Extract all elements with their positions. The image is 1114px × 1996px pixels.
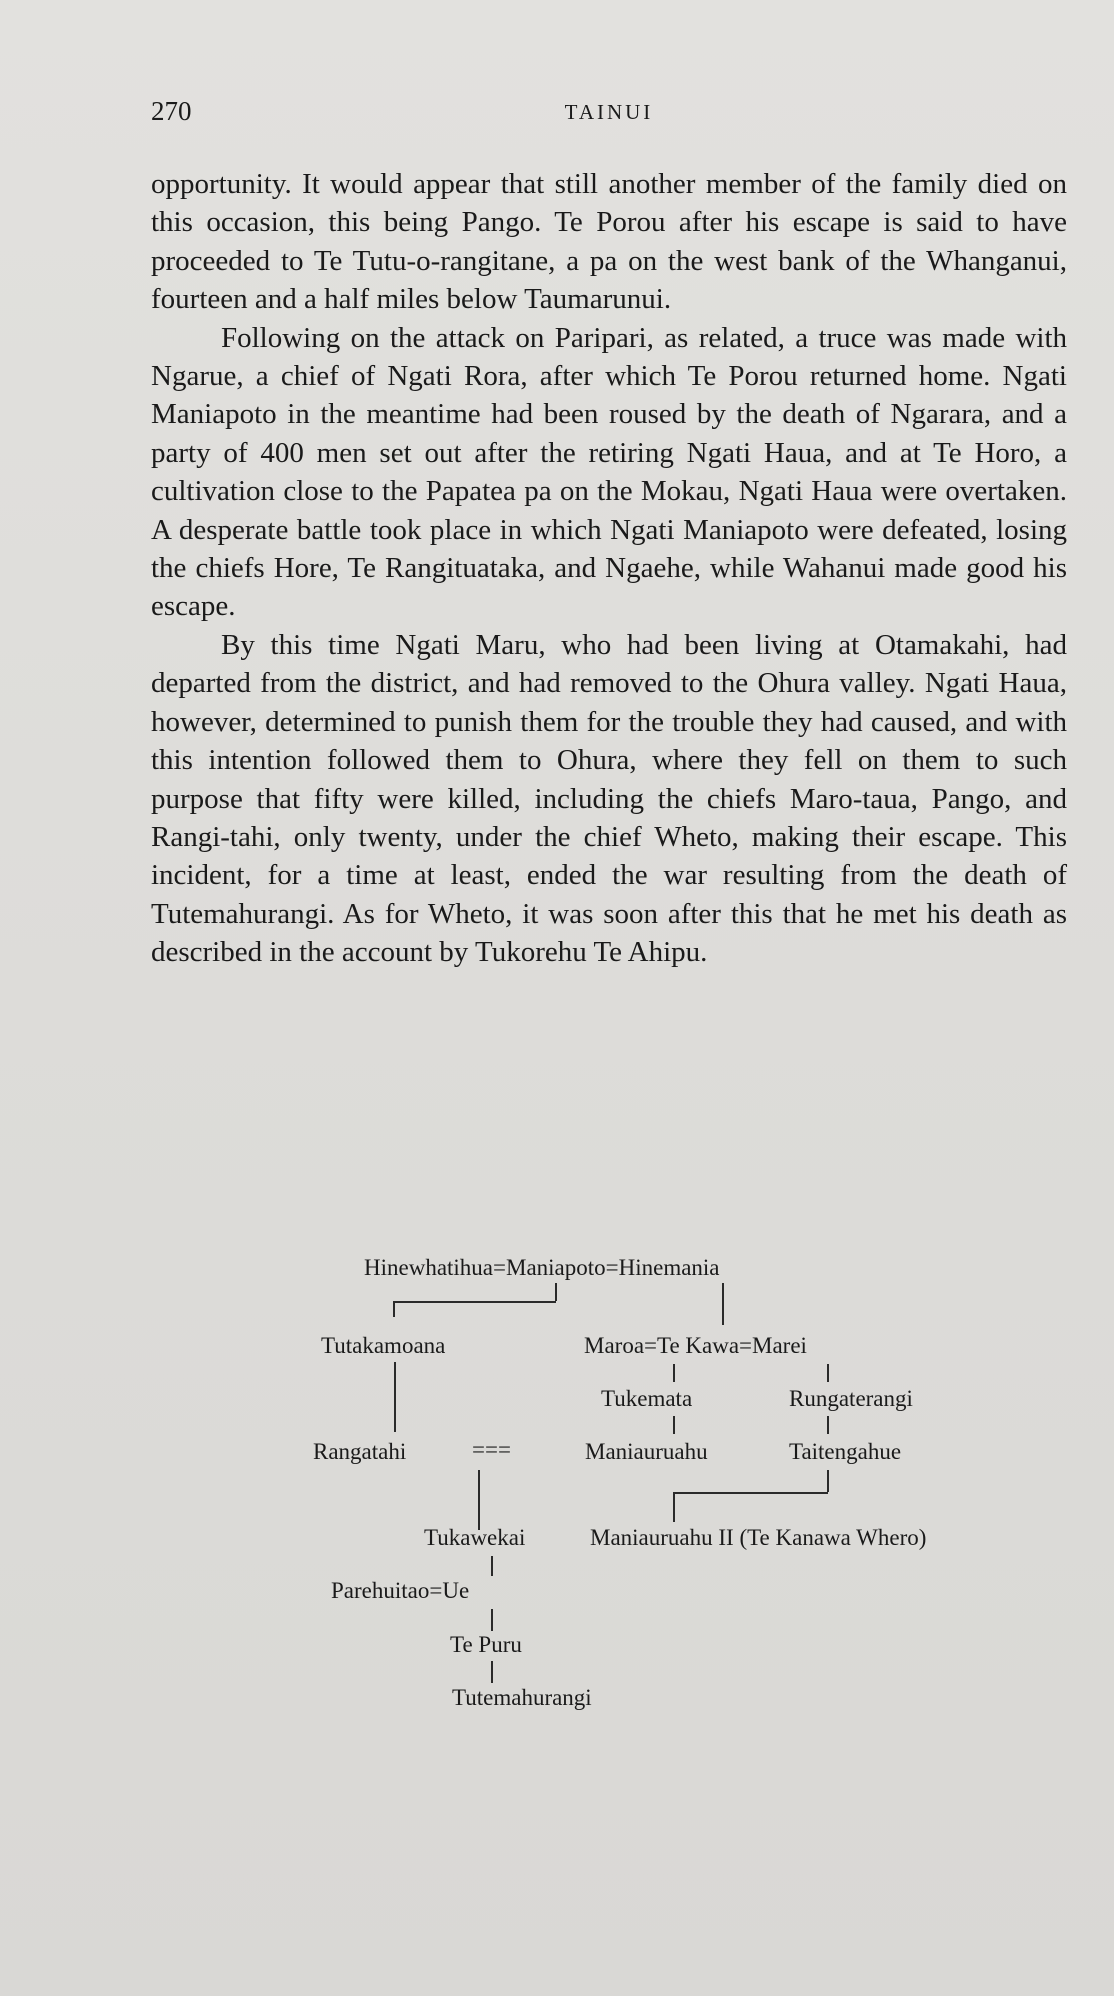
line-to-taitengahue [827,1416,829,1434]
line-to-maniauruahu2 [673,1492,675,1522]
line-tutakamoana-down [394,1362,396,1432]
line-to-maniauruahu2-horizontal [673,1492,828,1494]
genealogy-rungaterangi: Rungaterangi [789,1386,913,1411]
line-to-rungaterangi [827,1364,829,1382]
genealogy-maniauruahu: Maniauruahu [585,1439,708,1464]
genealogy-row-ue: Parehuitao=Ue [331,1578,470,1603]
genealogy-tutemahurangi: Tutemahurangi [452,1685,592,1710]
genealogy-te-puru: Te Puru [450,1632,522,1657]
genealogy-row-maniapoto: Hinewhatihua=Maniapoto=Hinemania [364,1255,720,1280]
paragraph-3: By this time Ngati Maru, who had been living at Otamakahi, had departed from the district, and had removed to the Ohura valley. Ngati Haua, however, determined to punish them for the trouble they had caused, and with this intention followed them to Ohura, where they fell on them to such purpose that fifty were killed, including the chiefs Maro-taua, Pango, and Rangi-tahi, only twenty, under the chief Wheto, making their escape. This incident, for a time at least, ended the war resulting from the death of Tutemahurangi. As for Wheto, it was soon after this that he met his death as described in the account by Tukorehu Te Ahipu. [151,628,1067,969]
line-hinemania-to-tekawa [722,1283,724,1325]
running-title: TAINUI [564,100,654,124]
genealogy-tukawekai: Tukawekai [424,1525,526,1550]
genealogy-tutakamoana: Tutakamoana [321,1333,446,1358]
genealogy-tukemata: Tukemata [601,1386,693,1411]
paragraph-2: Following on the attack on Paripari, as related, a truce was made with Ngarue, a chief of Ngati Rora, after which Te Porou returned home. Ngati Maniapoto in the meantime had been roused by the death of Ngarara, and a party of 400 men set out after the retiring Ngati Haua, and at Te Horo, a cultivation close to the Papatea pa on the Mokau, Ngati Haua were overtaken. A desperate battle took place in which Ngati Maniapoto were defeated, losing the chiefs Hore, Te Rangituataka, and Ngaehe, while Wahanui made good his escape. [151,321,1067,623]
marriage-symbol: === [472,1437,511,1462]
line-union-to-tukawekai [478,1470,480,1530]
genealogy-rangatahi: Rangatahi [313,1439,407,1464]
line-to-tutakamoana [393,1301,395,1317]
line-maniapoto-horizontal [393,1301,556,1303]
line-to-te-puru [491,1609,493,1631]
line-to-tutemahurangi [491,1661,493,1683]
genealogy-maniauruahu-ii: Maniauruahu II (Te Kanawa Whero) [590,1525,927,1550]
genealogy-taitengahue: Taitengahue [789,1439,902,1464]
line-taitengahue-down [827,1470,829,1492]
line-to-maniauruahu [673,1416,675,1434]
line-maniapoto-down [555,1283,557,1301]
page-number: 270 [151,96,192,126]
line-to-ue [491,1556,493,1576]
genealogy-row-tekawa: Maroa=Te Kawa=Marei [584,1333,807,1358]
paragraph-1: opportunity. It would appear that still another member of the family died on this occasion, this being Pango. Te Porou after his escape is said to have proceeded to Te Tutu-o-rangitane, a pa on the west bank of the Whanganui, fourteen and a half miles below Taumarunui. [151,168,1067,316]
line-to-tukemata [673,1364,675,1382]
